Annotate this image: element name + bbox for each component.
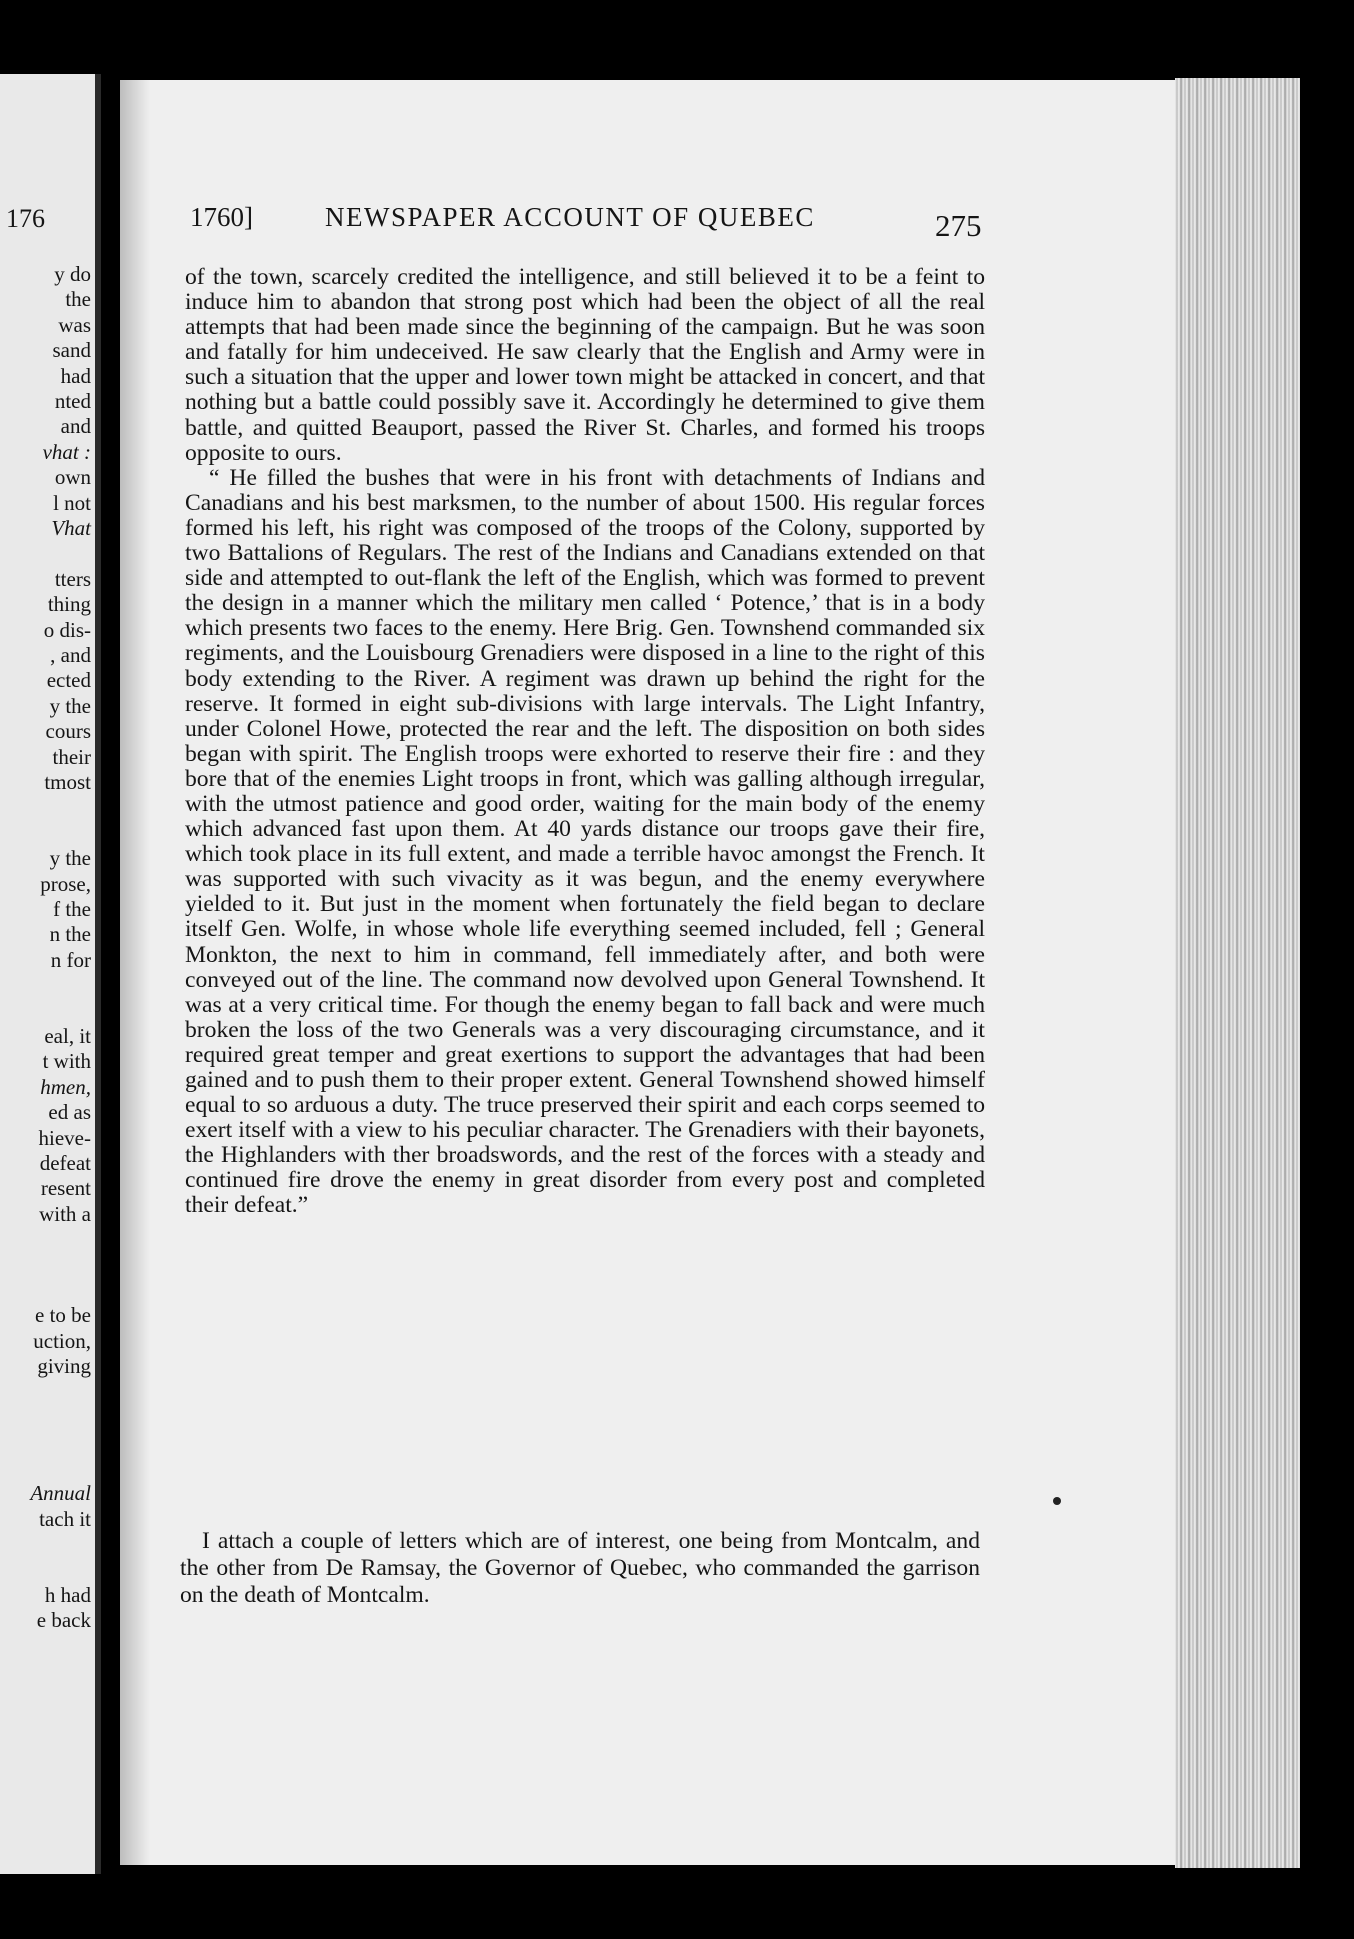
facing-page-fragment: was [58,312,91,337]
facing-page-fragment: thing [47,592,91,617]
running-head-title: NEWSPAPER ACCOUNT OF QUEBEC [325,202,815,232]
facing-page-fragment: defeat [39,1151,91,1175]
facing-page-fragment: tters [54,566,91,591]
facing-page-fragment: h had [44,1582,91,1607]
facing-page-fragment: hieve- [38,1125,91,1150]
facing-page-fragment: t with [42,1049,91,1074]
facing-page-fragment: cours [45,719,91,744]
paragraph: “ He filled the bushes that were in his front with detachments of Indians and Canadians and his best marksmen, to the number of about 1500. His regular forces formed his left, his right was composed of the troops of the Colony, supported by two Battalions of Regulars. The rest of the Indians and Canadians extended on that side and attempted to out-flank the left of the English, which was formed to prevent the design in a manner which the military men called ‘ Potence,’ that is in a body which presents two faces to the enemy. Here Brig. Gen. Townshend commanded six regiments, and the Louisbourg Grenadiers were disposed in a line to the right of this body extending to the River. A regiment was drawn up behind the right for the reserve. It formed in eight sub-divisions with large intervals. The Light Infantry, under Colonel Howe, protected the rear and the left. The disposition on both sides began with spirit. The English troops were exhorted to reserve their fire : and they bore that of the enemies Light troops in front, which was galling although irregular, with the utmost patience and good order, waiting for the main body of the enemy which advanced fast upon them. At 40 yards distance our troops gave their fire, which took place in its full extent, and made a terrible havoc amongst the French. It was supported with such vivacity as it was begun, and the enemy everywhere yielded to it. But just in the moment when fortunately the field began to declare itself Gen. Wolfe, in whose whole life everything seemed included, fell ; General Monkton, the next to him in command, fell immediately after, and both were conveyed out of the line. The command now devolved upon General Townshend. It was at a very critical time. For though the enemy began to fall back and were much broken the loss of the two Generals was a very discouraging circumstance, and it required great temper and great exertions to support the advantages that had been gained and to push them to their proper extent. General Townshend showed himself equal to so arduous a duty. The truce preserved their spirit and each corps seemed to exert itself with a view to his peculiar character. The Grenadiers with their bayonets, the Highlanders with ther broadswords, and the rest of the forces with a steady and continued fire drove the enemy in great disorder from every post and completed their defeat.” [185,464,985,1219]
facing-page-fragment: ected [46,668,91,693]
facing-page-fragment: ed as [48,1100,91,1125]
facing-page-fragment: l not [53,490,91,515]
facing-page-fragment: uction, [33,1328,91,1353]
paragraph: of the town, scarcely credited the intelligence, and still believed it to be a feint to induce him to abandon that strong post which had been the object of all the real attempts that had been made since the beginning of the campaign. But he was soon and fatally for him undeceived. He saw clearly that the English and Army were in such a situation that the upper and lower town might be attacked in concert, and that nothing but a battle could possibly save it. Accordingly he determined to give them battle, and quitted Beauport, passed the River St. Charles, and formed his troops opposite to ours. [185,264,985,466]
page-edges [1175,78,1300,1868]
facing-page-fragment: prose, [40,871,91,896]
facing-page-number: 176 [6,204,45,233]
gutter-shadow [120,80,150,1865]
facing-page-fragment: tmost [44,770,91,794]
facing-page-fragment: y do [54,262,91,286]
facing-page-gutter [95,74,101,1874]
facing-page-fragment: o dis- [43,617,91,642]
facing-page-fragment: hmen, [40,1074,91,1099]
facing-page-fragment: nted [54,389,91,413]
facing-page [0,74,101,1874]
facing-page-fragment: y the [49,846,91,871]
facing-page-fragment: n for [50,947,91,972]
ink-speck [1053,1497,1061,1505]
facing-page-fragment: with a [39,1201,91,1226]
facing-page-fragment: the [65,287,91,312]
facing-page-fragment: e back [36,1608,91,1633]
facing-page-fragment: eal, it [44,1024,91,1048]
facing-page-fragment: y the [49,693,91,718]
facing-page-fragment: f the [53,897,91,921]
body-text [185,265,985,1219]
running-head-year: 1760] [190,202,253,232]
facing-page-fragment: vhat : [42,439,91,464]
facing-page-fragment: own [54,465,91,490]
facing-page-fragment: their [52,744,91,769]
closing-paragraph: I attach a couple of letters which are of interest, one being from Montcalm, and the other from De Ramsay, the Governor of Quebec, who commanded the garrison on the death of Montcalm. [180,1528,980,1608]
facing-page-fragment: Vhat [51,516,91,540]
facing-page-fragment: and [60,414,91,439]
facing-page-fragment: sand [52,338,91,363]
facing-page-fragment: had [60,363,91,388]
facing-page-fragment: n the [49,922,91,947]
facing-page-fragment: giving [37,1354,91,1379]
closing-text [180,1528,980,1609]
facing-page-fragment: tach it [39,1506,91,1531]
facing-page-fragment: , and [50,643,91,667]
running-head [190,200,990,243]
facing-page-fragment: e to be [35,1303,91,1328]
facing-page-fragment: Annual [30,1481,91,1506]
facing-page-fragment: resent [40,1176,91,1201]
page-number: 275 [935,208,982,243]
